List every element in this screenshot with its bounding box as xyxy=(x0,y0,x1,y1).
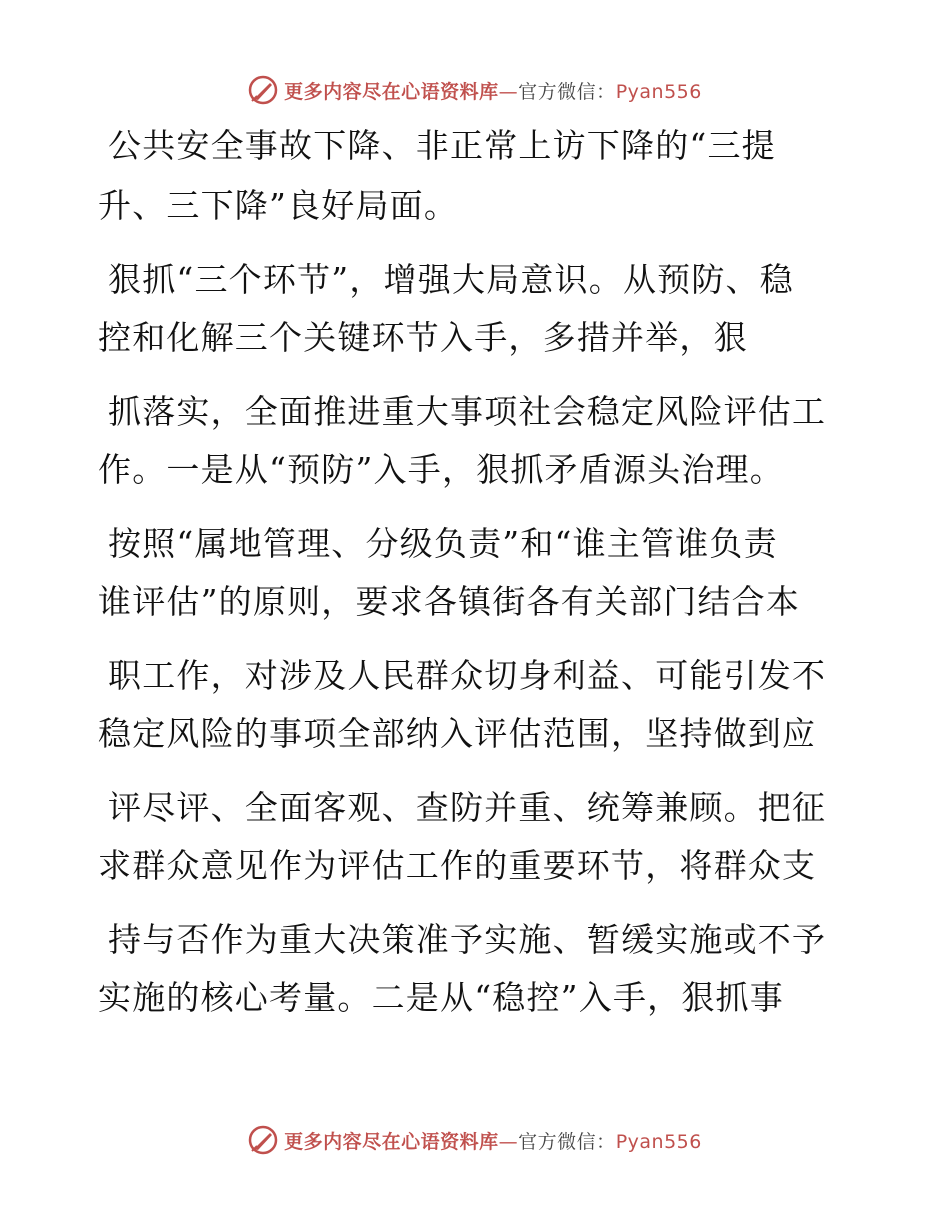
footer-dash: — xyxy=(498,1130,519,1153)
body-line: 职工作，对涉及人民群众切身利益、可能引发不 xyxy=(108,656,827,695)
footer-banner xyxy=(0,1120,950,1160)
body-line: 评尽评、全面客观、查防并重、统筹兼顾。把征 xyxy=(108,788,827,827)
body-line: 控和化解三个关键环节入手，多措并举，狠 xyxy=(98,318,748,357)
quill-logo-icon xyxy=(248,1125,278,1155)
body-line: 持与否作为重大决策准予实施、暂缓实施或不予 xyxy=(108,920,827,959)
body-line: 狠抓“三个环节”，增强大局意识。从预防、稳 xyxy=(108,260,794,299)
body-line: 公共安全事故下降、非正常上访下降的“三提 xyxy=(108,126,776,165)
footer-text xyxy=(284,1127,702,1154)
footer-site-name: 更多内容尽在心语资料库 xyxy=(284,1130,499,1153)
header-text xyxy=(284,77,702,104)
body-line: 谁评估”的原则，要求各镇街各有关部门结合本 xyxy=(98,582,801,621)
footer-wechat-label: 官方微信： xyxy=(518,1130,616,1153)
header-wechat-label: 官方微信： xyxy=(518,80,616,103)
header-wechat-handle: Pyan556 xyxy=(615,80,702,103)
body-line: 抓落实，全面推进重大事项社会稳定风险评估工 xyxy=(108,392,827,431)
header-dash: — xyxy=(498,80,519,103)
body-line: 升、三下降”良好局面。 xyxy=(98,186,459,225)
header-banner xyxy=(0,70,950,110)
body-line: 稳定风险的事项全部纳入评估范围，坚持做到应 xyxy=(98,714,817,753)
body-line: 作。一是从“预防”入手，狠抓矛盾源头治理。 xyxy=(98,450,784,489)
body-line: 实施的核心考量。二是从“稳控”入手，狠抓事 xyxy=(98,978,784,1017)
body-line: 求群众意见作为评估工作的重要环节，将群众支 xyxy=(98,846,817,885)
footer-wechat-handle: Pyan556 xyxy=(615,1130,702,1153)
header-site-name: 更多内容尽在心语资料库 xyxy=(284,80,499,103)
body-line: 按照“属地管理、分级负责”和“谁主管谁负责 xyxy=(108,524,778,563)
quill-logo-icon xyxy=(248,75,278,105)
